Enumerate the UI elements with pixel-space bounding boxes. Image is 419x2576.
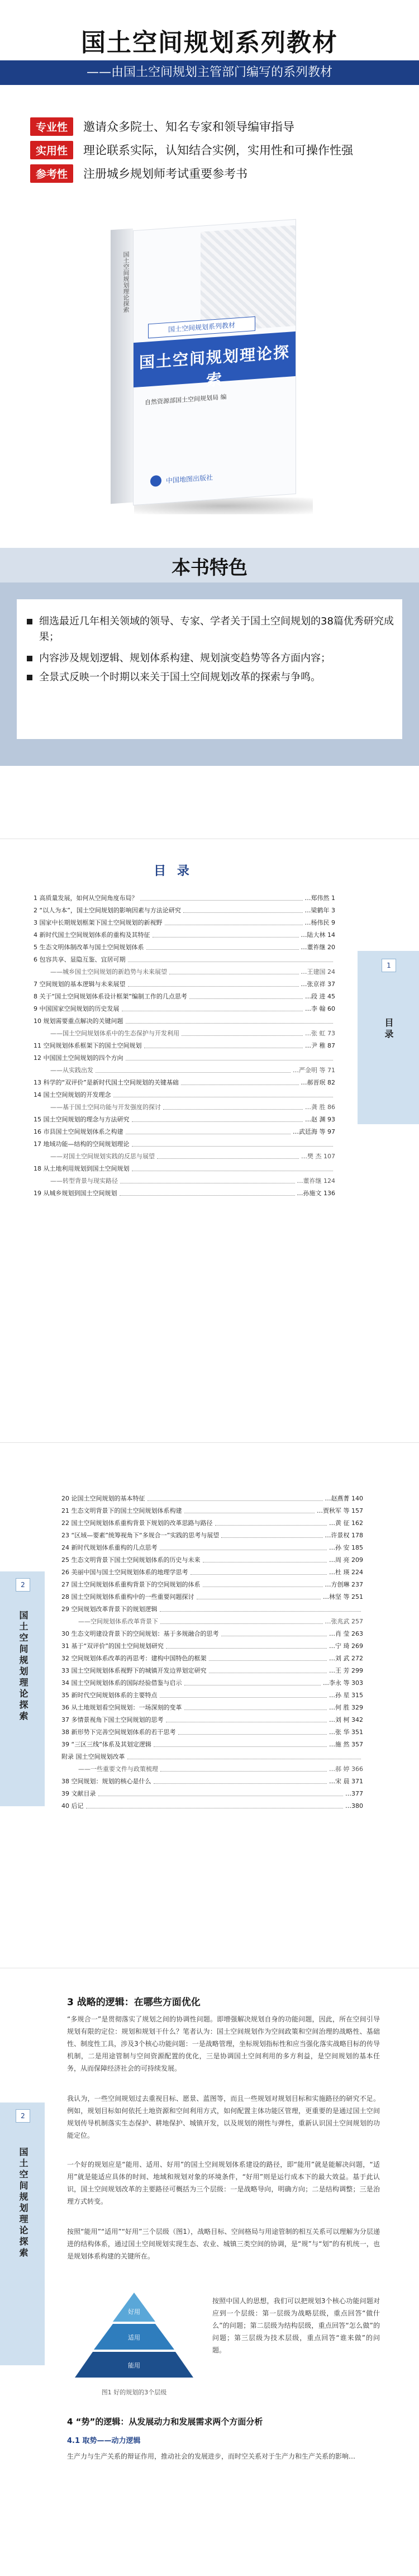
toc-entry-page: …377 — [345, 1790, 363, 1797]
highlights-header-bar — [0, 548, 419, 583]
toc-entry-page: …董祚继 20 — [301, 944, 335, 951]
toc-entry-page: …孙 安 185 — [329, 1544, 363, 1551]
book-spine-text: 国土空间规划理论探索 — [122, 251, 130, 313]
toc-entry-page: …尹 稚 87 — [305, 1042, 335, 1049]
toc-leader-dots — [96, 1065, 291, 1073]
page-number: 1 — [382, 959, 396, 972]
toc-leader-dots — [221, 1530, 322, 1538]
toc-leader-dots — [122, 1003, 303, 1011]
toc-entry[interactable] — [34, 1176, 335, 1187]
toc-entry-page: …孙施文 136 — [297, 1190, 335, 1197]
toc-entry[interactable] — [34, 930, 335, 941]
toc-entry-page: …贾秋军 等 157 — [317, 1507, 363, 1514]
feature-tag: 参考性 — [30, 164, 73, 183]
toc-leader-dots — [120, 1176, 295, 1183]
toc-entry[interactable] — [61, 1579, 363, 1590]
toc-entry[interactable] — [34, 1102, 335, 1113]
side-label: 目录 — [383, 1018, 394, 1040]
pyramid-label: 适用 — [128, 2334, 140, 2341]
toc-leader-dots — [132, 1139, 334, 1147]
toc-entry[interactable] — [61, 1751, 363, 1763]
toc-entry-title: 34 国土空间规划体系的国际经验借鉴与启示 — [61, 1679, 182, 1687]
page-number: 2 — [16, 2109, 30, 2123]
feature-text: 邀请众多院士、知名专家和领导编审指导 — [83, 120, 295, 134]
toc-entry[interactable] — [34, 1139, 335, 1150]
toc-entry[interactable] — [34, 1028, 335, 1039]
toc-leader-dots — [113, 1090, 334, 1097]
toc-entry-title: ——国土空间规划体系中的生态保护与开发利用 — [50, 1030, 179, 1037]
highlights-box — [17, 599, 402, 739]
toc-entry-title: 26 美丽中国与国土空间规划体系的地理学思考 — [61, 1569, 188, 1576]
toc-entry[interactable] — [34, 1126, 335, 1138]
toc-entry-title: 39 “三区三线”体系及其划定逻辑 — [61, 1741, 151, 1748]
toc-leader-dots — [126, 1016, 334, 1024]
toc-entry[interactable] — [61, 1776, 363, 1787]
toc-entry[interactable] — [61, 1604, 363, 1615]
toc-entry-page: …王 芳 299 — [329, 1667, 363, 1674]
paragraph: 按照中国人的思想，我们可以把规划3个核心功能问题对应到一个层级：第一层级为战略层级，重点回答“做什么”的问题；第二层级为结构层级，重点回答“怎么做”的问题；第三层级为技术层级，重点回答“谁来做”的问题。 — [212, 2297, 380, 2354]
publisher-logo-icon — [150, 475, 161, 487]
toc-entry[interactable] — [34, 991, 335, 1002]
paragraph: 生产力与生产关系的辩证作用，推动社会的发展进步，而时空关系对于生产力和生产关系的影响… — [67, 2452, 356, 2460]
toc-entry[interactable] — [61, 1764, 363, 1775]
toc-entry-page: …郝 婷 366 — [329, 1765, 363, 1773]
toc-entry-title: 8 关于“国土空间规划体系设计框架”编制工作的几点思考 — [34, 993, 187, 1000]
toc-entry-title: 14 国土空间规划的开发理念 — [34, 1091, 111, 1098]
toc-leader-dots — [166, 1641, 327, 1649]
toc-entry-title: 29 空间规划改革背景下的规划逻辑 — [61, 1606, 158, 1613]
toc-entry[interactable] — [61, 1678, 363, 1689]
toc-entry-page: …刘 柯 342 — [329, 1716, 363, 1723]
toc-entry-title: 31 基于“双评价”的国土空间规划研究 — [61, 1642, 164, 1650]
toc-entry-page: …张 虹 73 — [305, 1030, 335, 1037]
toc-side-tab — [0, 1571, 45, 1806]
toc-entry[interactable] — [34, 917, 335, 929]
toc-leader-dots — [209, 1653, 327, 1661]
toc-entry[interactable] — [61, 1518, 363, 1529]
toc-entry[interactable] — [34, 1016, 335, 1027]
toc-entry-page: …宋 晨 371 — [329, 1778, 363, 1785]
toc-entry-title: 13 科学的“双评价”是新时代国土空间规划的关键基础 — [34, 1079, 179, 1086]
toc-entry-title: 6 包容共享、显隐互鉴、宜居可期 — [34, 956, 126, 963]
toc-leader-dots — [140, 893, 303, 901]
feature-tag: 专业性 — [30, 117, 73, 136]
content-side-tab — [0, 2103, 45, 2365]
toc-entry-title: 40 后记 — [61, 1802, 84, 1810]
toc-entry-page: …宁 琦 269 — [329, 1642, 363, 1650]
toc-entry-title: 39 文献目录 — [61, 1790, 96, 1797]
toc-entry-title: 32 空间规划体系改革的再思考：建构中国特色的框架 — [61, 1655, 207, 1662]
toc-entry[interactable] — [61, 1505, 363, 1517]
toc-leader-dots — [147, 1493, 323, 1501]
toc-leader-dots — [157, 1151, 299, 1159]
toc-entry[interactable] — [34, 979, 335, 990]
toc-entry-title: 2 “以人为本”，国土空间规划的影响因素与方法论研究 — [34, 907, 181, 914]
toc-entry-title: 25 生态文明背景下国土空间规划体系的历史与未来 — [61, 1556, 201, 1564]
toc-entry[interactable] — [34, 942, 335, 953]
toc-leader-dots — [120, 1188, 295, 1196]
toc-entry-title: 30 生态文明建设背景下的空间规划：基于多规融合的思考 — [61, 1630, 219, 1637]
toc-leader-dots — [132, 1163, 334, 1171]
toc-leader-dots — [154, 1739, 327, 1747]
toc-leader-dots — [154, 1776, 327, 1784]
toc-entry[interactable] — [61, 1592, 363, 1603]
toc-entry-page: …何 胜 329 — [329, 1704, 363, 1711]
toc-leader-dots — [126, 1053, 334, 1060]
toc-entry-page: …380 — [345, 1802, 363, 1810]
toc-leader-dots — [203, 1555, 327, 1562]
paragraph: 按照“能用”“适用”“好用”三个层级（图1），战略目标、空间格局与用途管制的相互关系可以理解为分层递进的结构体系，通过国土空间规划实现生态、农业、城镇三类空间的协调，是“规”与“划”的有机统一，也是规划体系构建的关键所在。 — [67, 2228, 380, 2260]
paragraph: 我认为，一些空间规划过去重视目标、愿景、蓝图等，而且一些规划对规划目标和实施路径的研究不足。例如，规划目标如何依托土地资源和空间利用方式，如何配置主体功能区管理，更重要的是通过国土空间规划传导机制落实生态保护、耕地保护、城镇开发，以及规划的刚性与弹性，重新认识国土空间规划的功能定位。 — [67, 2095, 380, 2139]
toc-entry[interactable] — [34, 967, 335, 978]
toc-entry-title: 38 空间规划：规划的核心是什么 — [61, 1778, 151, 1785]
toc-entry-page: …肖 莹 263 — [329, 1630, 363, 1637]
bullet-square-icon — [27, 619, 32, 624]
toc-entry[interactable] — [34, 1040, 335, 1052]
toc-entry-title: 1 高质量发展，如何从空间角度布局？ — [34, 894, 138, 902]
toc-leader-dots — [128, 954, 334, 962]
toc-entry-title: 16 市县国土空间规划体系之构建 — [34, 1128, 123, 1135]
feature-text: 理论联系实际，认知结合实例，实用性和可操作性强 — [83, 144, 354, 157]
toc-entry-page: …樊 杰 107 — [301, 1153, 335, 1160]
toc-entry-title: ——对国土空间规划实践的反思与展望 — [50, 1153, 155, 1160]
book-series-tag: 国土空间规划系列教材 — [148, 316, 255, 338]
toc-leader-dots — [178, 1727, 327, 1735]
book-title: 国土空间规划理论探索 — [139, 343, 290, 390]
toc-entry[interactable] — [34, 1003, 335, 1015]
toc-entry-page: …段 进 45 — [305, 993, 335, 1000]
toc-leader-dots — [221, 1628, 327, 1636]
header-title: 国土空间规划系列教材 — [81, 29, 338, 57]
subsection-heading: 4.1 取势——动力逻辑 — [67, 2437, 141, 2445]
toc-leader-dots — [128, 979, 299, 987]
highlight-item: 内容涉及规划逻辑、规划体系构建、规划演变趋势等各方面内容； — [39, 651, 397, 666]
pyramid-figure — [73, 2290, 196, 2385]
toc-leader-dots — [153, 930, 299, 937]
toc-leader-dots — [132, 1114, 303, 1122]
toc-entry-page: …赵 渊 93 — [305, 1116, 335, 1123]
toc-entry[interactable] — [34, 954, 335, 965]
toc-leader-dots — [191, 1567, 327, 1575]
toc-leader-dots — [169, 967, 299, 974]
toc-entry-title: ——从实践出发 — [50, 1067, 93, 1074]
toc-leader-dots — [184, 1702, 327, 1710]
feature-text: 注册城乡规划师考试重要参考书 — [83, 167, 248, 181]
toc-entry-page: …施 然 357 — [329, 1741, 363, 1748]
toc-entry-title: 10 规划需要重点解决的关键问题 — [34, 1017, 123, 1025]
toc-entry-page: …刘 武 272 — [329, 1655, 363, 1662]
toc-leader-dots — [160, 1616, 323, 1624]
toc-entry-page: …严金明 等 71 — [293, 1067, 335, 1074]
toc-entry-title: 15 国土空间规划的理念与方法研究 — [34, 1116, 130, 1123]
toc-page-2 — [0, 1442, 419, 2002]
toc-leader-dots — [189, 991, 303, 999]
toc-entry[interactable] — [34, 1151, 335, 1162]
bullet-square-icon — [27, 675, 32, 680]
toc-entry-title: 3 国家中长期规划框架下国土空间规划的新视野 — [34, 919, 163, 926]
toc-entry-page: …张 华 351 — [329, 1729, 363, 1736]
publisher-name: 中国地图出版社 — [166, 473, 213, 485]
toc-entry-title: 38 新形势下完善空间规划体系的若干思考 — [61, 1729, 176, 1736]
toc-entry-page: …方创琳 237 — [325, 1581, 363, 1588]
toc-entry[interactable] — [61, 1555, 363, 1566]
side-label: 国土空间规划理论探索 — [18, 1611, 28, 1722]
toc-leader-dots — [165, 917, 303, 925]
toc-leader-dots — [98, 1788, 344, 1796]
highlights-heading: 本书特色 — [172, 557, 247, 579]
toc-leader-dots — [197, 1592, 321, 1599]
toc-entry[interactable] — [34, 1053, 335, 1064]
toc-leader-dots — [163, 1102, 303, 1110]
toc-entry[interactable] — [34, 1163, 335, 1175]
toc-entry[interactable] — [61, 1702, 363, 1713]
toc-entry[interactable] — [61, 1641, 363, 1652]
toc-side-tab — [358, 951, 419, 1124]
book-front — [133, 219, 296, 505]
toc-entry[interactable] — [61, 1690, 363, 1701]
toc-entry[interactable] — [61, 1628, 363, 1640]
toc-entry[interactable] — [61, 1727, 363, 1738]
side-label: 国土空间规划理论探索 — [18, 2147, 28, 2259]
toc-entry-title: 7 空间规划的基本逻辑与未来展望 — [34, 981, 126, 988]
toc-entry-page: …董祚继 124 — [297, 1177, 335, 1185]
toc-entry-title: 22 国土空间规划体系重构背景下规划的改革思路与路径 — [61, 1519, 213, 1527]
toc-entry-page: …王建国 24 — [301, 968, 335, 976]
toc-title: 目 录 — [154, 864, 193, 878]
toc-leader-dots — [160, 1690, 327, 1698]
toc-entry[interactable] — [34, 1077, 335, 1088]
toc-entry-title: 5 生态文明体制改革与国土空间规划体系 — [34, 944, 144, 951]
feature-row — [30, 163, 247, 183]
page-number: 2 — [16, 1578, 30, 1592]
toc-leader-dots — [144, 1040, 303, 1048]
toc-leader-dots — [86, 1801, 344, 1808]
toc-leader-dots — [203, 1579, 323, 1587]
toc-entry-page: …杜 瑛 224 — [329, 1569, 363, 1576]
toc-entry-title: 35 新时代空间规划体系的主要特点 — [61, 1692, 158, 1699]
toc-entry-page: …林坚 等 251 — [323, 1593, 363, 1600]
toc-entry-title: 17 地域功能—结构的空间规划理论 — [34, 1140, 130, 1148]
toc-entry-page: …郝晋珉 82 — [301, 1079, 335, 1086]
toc-leader-dots — [160, 1604, 361, 1612]
toc-entry-page: …龚 胜 86 — [305, 1104, 335, 1111]
toc-entry-page: …梁鹤年 3 — [304, 907, 335, 914]
book-publisher — [150, 471, 213, 487]
toc-entry-title: 19 从城乡规划到国土空间规划 — [34, 1190, 117, 1197]
paragraph: “多规合一”是贯彻落实了规划之间的协调性问题。即增强解决规划自身的功能问题，因此，所在空间引导规划有限的定位：规划和规划干什么？笔者认为：国土空间规划作为空间政策和空间治理的战略性、基础性、制度性工具，涉及3个核心功能问题：一是战略管理，坐标规划指标性和应当强化落实战略目标的传导机制，二是用途管制与空间资源配置的优化，三是协调国土空间利用的多方利益，是空间规划的基本任务，从而保障经济社会的可持续发展。 — [67, 2015, 380, 2072]
toc-entry[interactable] — [34, 1114, 335, 1125]
toc-entry-title: ——城乡国土空间规划的新趋势与未来展望 — [50, 968, 167, 976]
toc-leader-dots — [209, 1665, 327, 1673]
toc-entry-title: 12 中国国土空间规划的四个方向 — [34, 1054, 123, 1062]
feature-tag: 实用性 — [30, 141, 73, 159]
toc-entry-page: …李永 等 303 — [323, 1679, 363, 1687]
toc-entry-title: 11 空间规划体系框架下的国土空间规划 — [34, 1042, 142, 1049]
toc-entry-title: 28 国土空间规划体系重构中的一些重要问题探讨 — [61, 1593, 194, 1600]
toc-entry-title: 附录 国土空间规划改革 — [61, 1753, 125, 1760]
toc-leader-dots — [126, 1126, 291, 1134]
section-heading: 3 战略的逻辑：在哪些方面优化 — [67, 1997, 201, 2008]
toc-entry-title: ——空间规划体系改革背景下 — [78, 1618, 158, 1625]
toc-leader-dots — [127, 1751, 361, 1759]
paragraph: 一个好的规划应是“能用、适用、好用”的国土空间规划体系建设的路径，即“能用”就是能解决问题，“适用”就是能适应具体的时间、地域和规划对象的环境条件，“好用”则是运行成本下的最大效益。基于此认识，国土空间规划改革的主要路径可概括为三个层级：一是战略导向，明确方向；二是结构调整；三是治理方式转变。 — [67, 2161, 380, 2205]
toc-entry[interactable] — [61, 1542, 363, 1554]
highlights-section — [0, 548, 419, 766]
toc-page-1 — [0, 839, 419, 1398]
toc-leader-dots — [182, 1028, 303, 1036]
toc-leader-dots — [181, 1077, 299, 1085]
toc-entry-page: …张兆武 257 — [325, 1618, 363, 1625]
toc-entry[interactable] — [61, 1530, 363, 1541]
toc-entry[interactable] — [61, 1653, 363, 1664]
toc-leader-dots — [215, 1518, 327, 1526]
toc-entry-page: …黄 征 162 — [329, 1519, 363, 1527]
toc-leader-dots — [160, 1542, 327, 1550]
toc-leader-dots — [183, 905, 303, 913]
feature-row — [30, 140, 353, 160]
toc-entry-page: …陆大林 14 — [301, 931, 335, 939]
toc-leader-dots — [184, 1678, 321, 1685]
figure-caption: 图1 好的规划的3个层级 — [101, 2389, 167, 2396]
feature-row — [30, 116, 294, 136]
toc-entry-page: …赵燕菁 140 — [325, 1495, 363, 1502]
toc-entry-title: 20 论国土空间规划的基本特征 — [61, 1495, 145, 1502]
book-cover-image — [95, 218, 335, 520]
content-page — [0, 1968, 419, 2576]
toc-entry-page: …周 亮 209 — [329, 1556, 363, 1564]
toc-entry-title: 23 “区域—要素”统筹视角下“多规合一”实践的思考与展望 — [61, 1532, 220, 1539]
toc-entry-title: 33 国土空间规划体系视野下的城镇开发边界划定研究 — [61, 1667, 207, 1674]
book-organization: 自然资源部国土空间规划局 编 — [145, 393, 227, 406]
toc-entry[interactable] — [61, 1616, 363, 1627]
toc-entry-page: …郑伟然 1 — [304, 894, 335, 902]
toc-entry[interactable] — [34, 893, 335, 904]
toc-entry-page: …张京祥 37 — [301, 981, 335, 988]
toc-entry[interactable] — [61, 1715, 363, 1726]
toc-entry[interactable] — [61, 1567, 363, 1578]
header-subtitle: ——由国土空间规划主管部门编写的系列教材 — [0, 60, 419, 85]
section-heading: 4 “势”的逻辑：从发展动力和发展需求两个方面分析 — [67, 2417, 263, 2427]
toc-leader-dots — [146, 942, 299, 950]
toc-entry[interactable] — [61, 1739, 363, 1750]
toc-entry-title: 37 多情景视角下国土空间规划的思考 — [61, 1716, 164, 1723]
toc-entry[interactable] — [34, 1065, 335, 1076]
pyramid-top — [113, 2293, 155, 2322]
highlight-item: 细选最近几年相关领域的领导、专家、学者关于国土空间规划的38篇优秀研究成果； — [39, 614, 397, 645]
highlight-item: 全景式反映一个时期以来关于国土空间规划改革的探索与争鸣。 — [39, 670, 397, 685]
toc-entry[interactable] — [34, 1188, 335, 1199]
toc-leader-dots — [184, 1505, 315, 1513]
toc-entry-title: ——基于国土空间功能与开发强度的探讨 — [50, 1104, 161, 1111]
pyramid-label: 能用 — [128, 2362, 140, 2369]
toc-entry-title: ——一些重要文件与政策梳理 — [78, 1765, 158, 1773]
toc-leader-dots — [160, 1764, 327, 1772]
toc-entry-title: 18 从土地利用规划到国土空间规划 — [34, 1165, 130, 1172]
toc-entry-page: …许景权 178 — [325, 1532, 363, 1539]
toc-leader-dots — [166, 1715, 327, 1722]
toc-entry-title: ——转型背景与现实路径 — [50, 1177, 118, 1185]
toc-entry-title: 36 从土地规划看空间规划：一场深刻的变革 — [61, 1704, 182, 1711]
toc-entry[interactable] — [61, 1788, 363, 1800]
toc-entry[interactable] — [34, 905, 335, 916]
toc-entry-title: 4 新时代国土空间规划体系的重构及其特征 — [34, 931, 150, 939]
toc-entry-title: 27 国土空间规划体系重构背景下的空间规划的体系 — [61, 1581, 201, 1588]
toc-entry-title: 9 中国国家空间规划的历史发展 — [34, 1005, 120, 1012]
book-spine — [111, 229, 133, 504]
toc-entry-page: …武廷海 等 97 — [293, 1128, 335, 1135]
toc-entry-title: 21 生态文明背景下的国土空间规划体系构建 — [61, 1507, 182, 1514]
bullet-square-icon — [27, 656, 32, 661]
toc-entry[interactable] — [61, 1801, 363, 1812]
toc-entry[interactable] — [61, 1665, 363, 1677]
toc-entry[interactable] — [34, 1090, 335, 1101]
toc-entry-page: …孙 星 315 — [329, 1692, 363, 1699]
toc-entry-title: 24 新时代规划体系重构的几点思考 — [61, 1544, 158, 1551]
toc-entry-page: …杨伟民 9 — [304, 919, 335, 926]
pyramid-label: 好用 — [128, 2308, 140, 2315]
header-section — [0, 0, 419, 548]
toc-entry-page: …李 翰 60 — [305, 1005, 335, 1012]
toc-entry[interactable] — [61, 1493, 363, 1504]
